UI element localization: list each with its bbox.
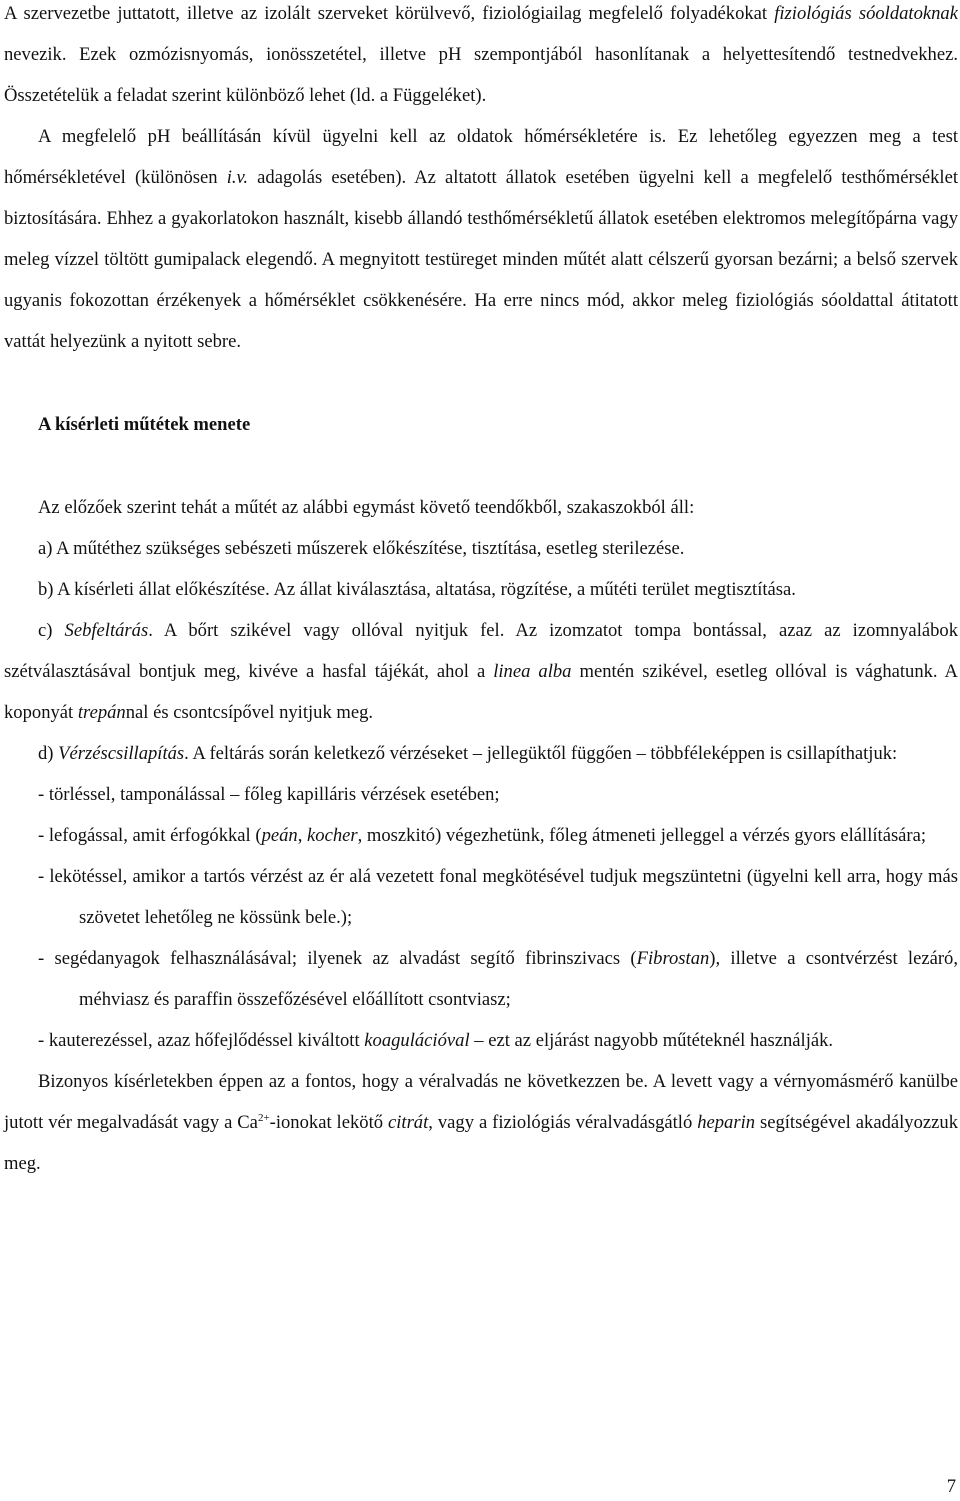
method-materials: - segédanyagok felhasználásával; ilyenek az alvadást segítő fibrinszivacs (Fibrostan), illetve a csontvérzést lezáró, méhviasz és paraffin összefőzésével előállított csontviasz;: [38, 948, 958, 1010]
page-number: 7: [946, 1476, 956, 1497]
step-c: c) Sebfeltárás. A bőrt szikével vagy ollóval nyitjuk fel. Az izomzatot tompa bontással, azaz az izomnyalábok szétválasztásával bontjuk meg, kivéve a hasfal tájékát, ahol a linea alba mentén szikével, esetleg ollóval is vághatunk. A koponyát trepánnal és csontcsípővel nyitjuk meg.: [4, 620, 958, 723]
term-pean: peán: [261, 825, 298, 846]
step-a: a) A műtéthez szükséges sebészeti műszerek előkészítése, tisztítása, esetleg sterilezése.: [38, 538, 685, 559]
paragraph-temperature: A megfelelő pH beállításán kívül ügyelni kell az oldatok hőmérsékletére is. Ez lehetőleg egyezzen meg a test hőmérsékletével (különösen i.v. adagolás esetében). Az altatott állatok esetében ügyelni kell a megfelelő testhőmérséklet biztosítására. Ehhez a gyakorlatokon használt, kisebb állandó testhőmérsékletű állatok esetében elektromos melegítőpárna vagy meleg vízzel töltött gumipalack elegendő. A megnyitott testüreget minden műtét alatt célszerű gyorsan bezárni; a belső szervek ugyanis fokozottan érzékenyek a hőmérséklet csökkenésére. Ha erre nincs mód, akkor meleg fiziológiás sóoldattal átitatott vattát helyezünk a nyitott sebre.: [4, 126, 959, 352]
section-title: A kísérleti műtétek menete: [38, 414, 251, 435]
term-citrate: citrát: [387, 1112, 429, 1133]
term-kocher: kocher: [307, 825, 358, 846]
step-b: b) A kísérleti állat előkészítése. Az állat kiválasztása, altatása, rögzítése, a műtéti terület megtisztítása.: [38, 579, 796, 600]
term-hemostasis: Vérzéscsillapítás: [58, 743, 185, 764]
term-linea-alba: linea alba: [493, 661, 572, 682]
term-wound-opening: Sebfeltárás: [64, 620, 149, 641]
term-iv: i.v.: [226, 167, 249, 188]
step-d: d) Vérzéscsillapítás. A feltárás során keletkező vérzéseket – jellegüktől függően – többféleképpen is csillapíthatjuk:: [38, 743, 898, 764]
method-wiping: - törléssel, tamponálással – főleg kapilláris vérzések esetében;: [38, 784, 500, 805]
paragraph-saline-definition: A szervezetbe juttatott, illetve az izolált szerveket körülvevő, fiziológiailag megfelelő folyadékokat fiziológiás sóoldatoknak nevezik. Ezek ozmózisnyomás, ionösszetétel, illetve pH szempontjából hasonlítanak a helyettesítendő testnedvekhez. Összetételük a feladat szerint különböző lehet (ld. a Függeléket).: [4, 3, 958, 106]
document-page: [4, 0, 958, 1184]
term-coagulation: koagulációval: [364, 1030, 470, 1051]
term-physiological-saline: fiziológiás sóoldatoknak: [774, 3, 958, 24]
method-clamping: - lefogással, amit érfogókkal (peán, kocher, moszkitó) végezhetünk, főleg átmeneti jelleggel a vérzés gyors elállítására;: [38, 825, 927, 846]
method-cauterization: - kauterezéssel, azaz hőfejlődéssel kiváltott koagulációval – ezt az eljárást nagyobb műtéteknél használják.: [38, 1030, 834, 1051]
term-trepan: trepán: [77, 702, 126, 723]
term-heparin: heparin: [697, 1112, 756, 1133]
method-ligation: - lekötéssel, amikor a tartós vérzést az ér alá vezetett fonal megkötésével tudjuk megszüntetni (ügyelni kell arra, hogy más szövetet lehetőleg ne kössünk bele.);: [38, 866, 958, 928]
section-intro: Az előzőek szerint tehát a műtét az alábbi egymást követő teendőkből, szakaszokból áll:: [38, 497, 695, 518]
term-fibrostan: Fibrostan: [636, 948, 710, 969]
paragraph-anticoagulation: Bizonyos kísérletekben éppen az a fontos, hogy a véralvadás ne következzen be. A levett vagy a vérnyomásmérő kanülbe jutott vér megalvadását vagy a $Ca^{2+}$-ionokat lekötő citrát, vagy a fiziológiás véralvadásgátló heparin segítségével akadályozzuk meg.: [4, 1071, 958, 1174]
calcium-charge: 2+: [257, 1111, 270, 1124]
